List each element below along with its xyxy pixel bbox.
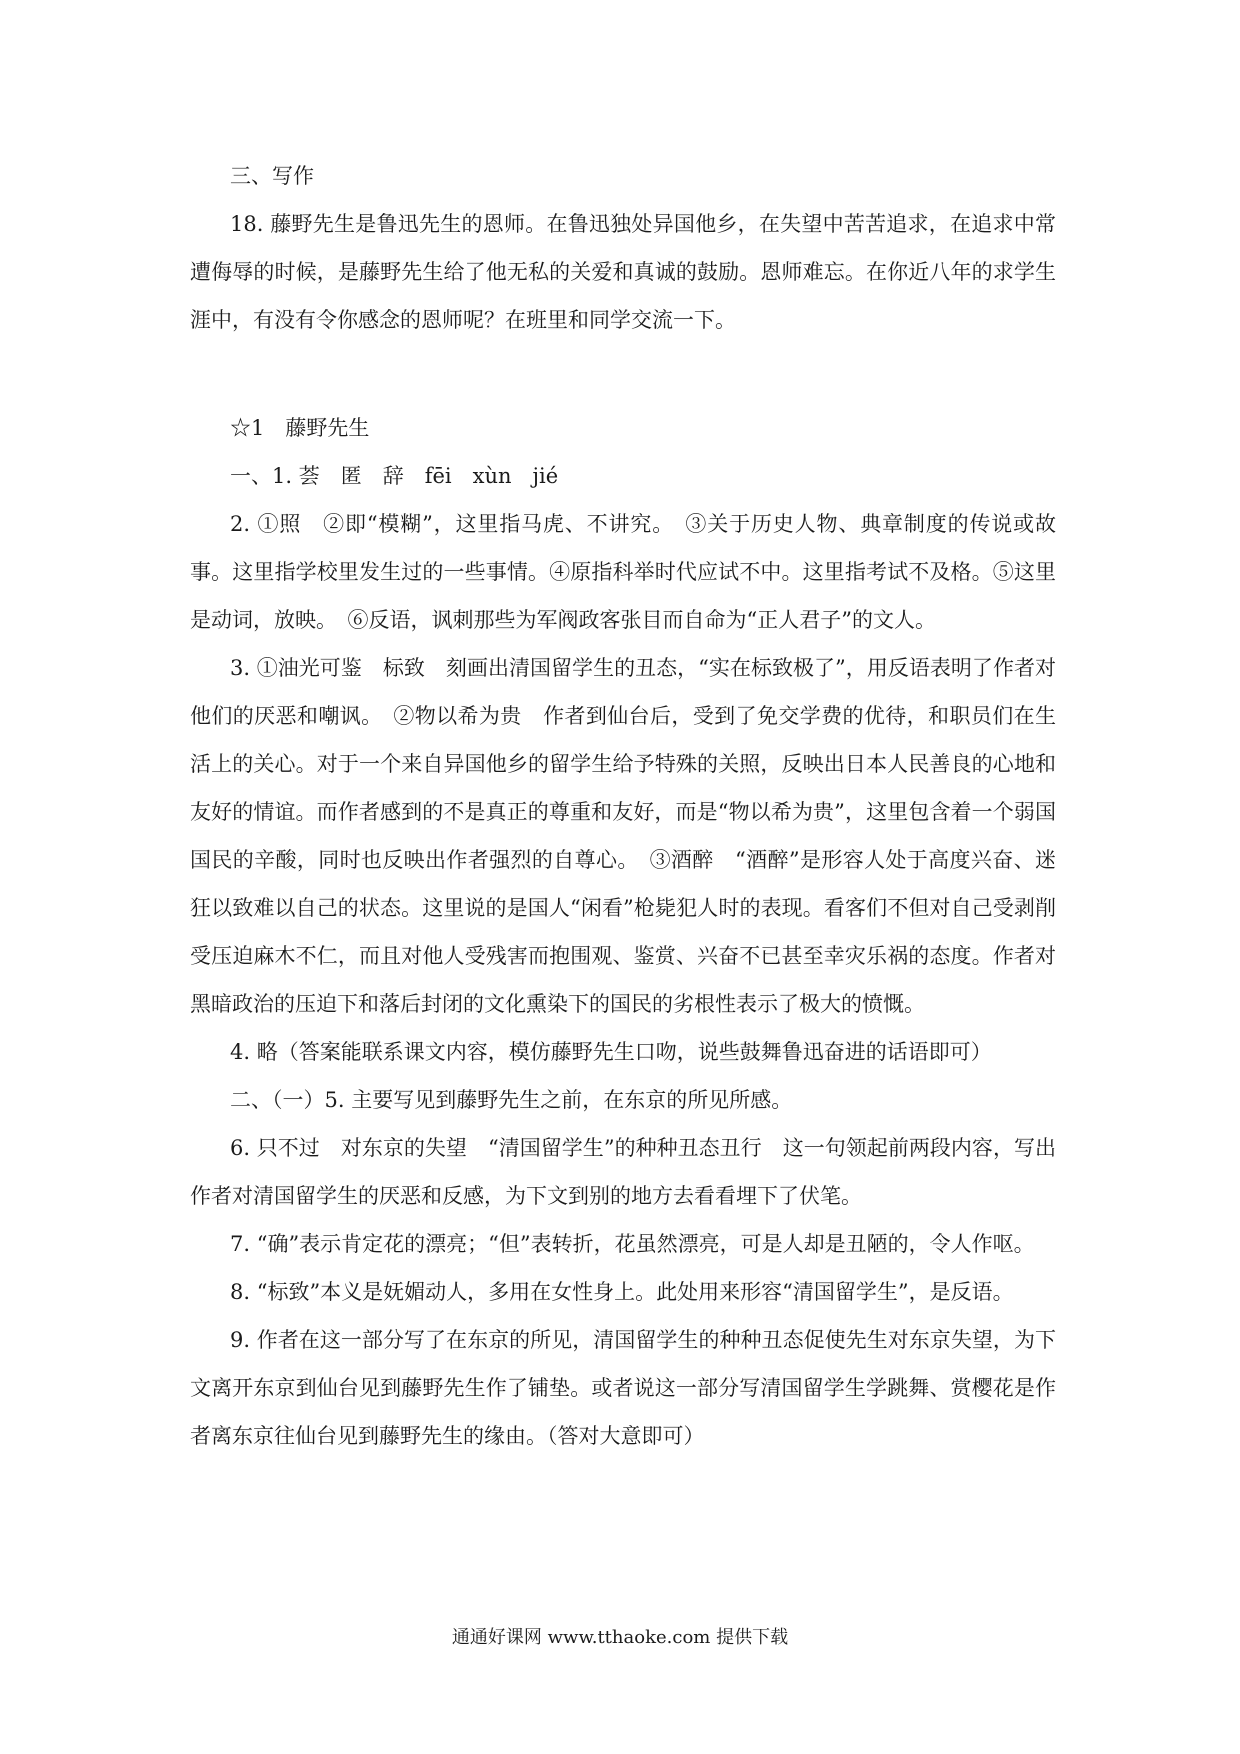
answer-item-9: 9. 作者在这一部分写了在东京的所见，清国留学生的种种丑态促使先生对东京失望，为下文离开东京到仙台见到藤野先生作了铺垫。或者说这一部分写清国留学生学跳舞、赏樱花是作者离东京往仙台见到藤野先生的缘由。（答对大意即可） [190,1328,1056,1448]
answer-key-title: ☆1 藤野先生 [230,416,370,440]
question-18: 18. 藤野先生是鲁迅先生的恩师。在鲁迅独处异国他乡，在失望中苦苦追求，在追求中常遭侮辱的时候，是藤野先生给了他无私的关爱和真诚的鼓励。恩师难忘。在你近八年的求学生涯中，有没有令你感念的恩师呢？在班里和同学交流一下。 [190,212,1056,332]
document-body [190,156,1056,1460]
answer-item-1: 一、1. 荟 匿 辞 fēi xùn jié [230,464,559,488]
answer-item-7: 7. “确”表示肯定花的漂亮；“但”表转折，花虽然漂亮，可是人却是丑陋的，令人作呕。 [230,1232,1035,1256]
answer-item-2: 2. ①照 ②即“模糊”，这里指马虎、不讲究。 ③关于历史人物、典章制度的传说或故事。这里指学校里发生过的一些事情。④原指科举时代应试不中。这里指考试不及格。⑤这里是动词，放映。 ⑥反语，讽刺那些为军阀政客张目而自命为“正人君子”的文人。 [190,512,1056,632]
answer-item-8: 8. “标致”本义是妩媚动人，多用在女性身上。此处用来形容“清国留学生”，是反语。 [230,1280,1014,1304]
page-footer: 通通好课网 www.tthaoke.com 提供下载 [451,1627,789,1648]
section-heading-writing: 三、写作 [230,164,314,188]
section-gap [190,344,1056,408]
answer-item-3: 3. ①油光可鉴 标致 刻画出清国留学生的丑态，“实在标致极了”，用反语表明了作者对他们的厌恶和嘲讽。 ②物以希为贵 作者到仙台后，受到了免交学费的优待，和职员们在生活上的关心。对于一个来自异国他乡的留学生给予特殊的关照，反映出日本人民善良的心地和友好的情谊。而作者感到的不是真正的尊重和友好，而是“物以希为贵”，这里包含着一个弱国国民的辛酸，同时也反映出作者强烈的自尊心。 ③酒醉 “酒醉”是形容人处于高度兴奋、迷狂以致难以自己的状态。这里说的是国人“闲看”枪毙犯人时的表现。看客们不但对自己受剥削受压迫麻木不仁，而且对他人受残害而抱围观、鉴赏、兴奋不已甚至幸灾乐祸的态度。作者对黑暗政治的压迫下和落后封闭的文化熏染下的国民的劣根性表示了极大的愤慨。 [190,656,1056,1016]
answer-item-5: 二、（一）5. 主要写见到藤野先生之前，在东京的所见所感。 [230,1088,793,1112]
answer-item-4: 4. 略（答案能联系课文内容，模仿藤野先生口吻，说些鼓舞鲁迅奋进的话语即可） [230,1040,992,1064]
answer-item-6: 6. 只不过 对东京的失望 “清国留学生”的种种丑态丑行 这一句领起前两段内容，写出作者对清国留学生的厌恶和反感，为下文到别的地方去看看埋下了伏笔。 [190,1136,1056,1208]
